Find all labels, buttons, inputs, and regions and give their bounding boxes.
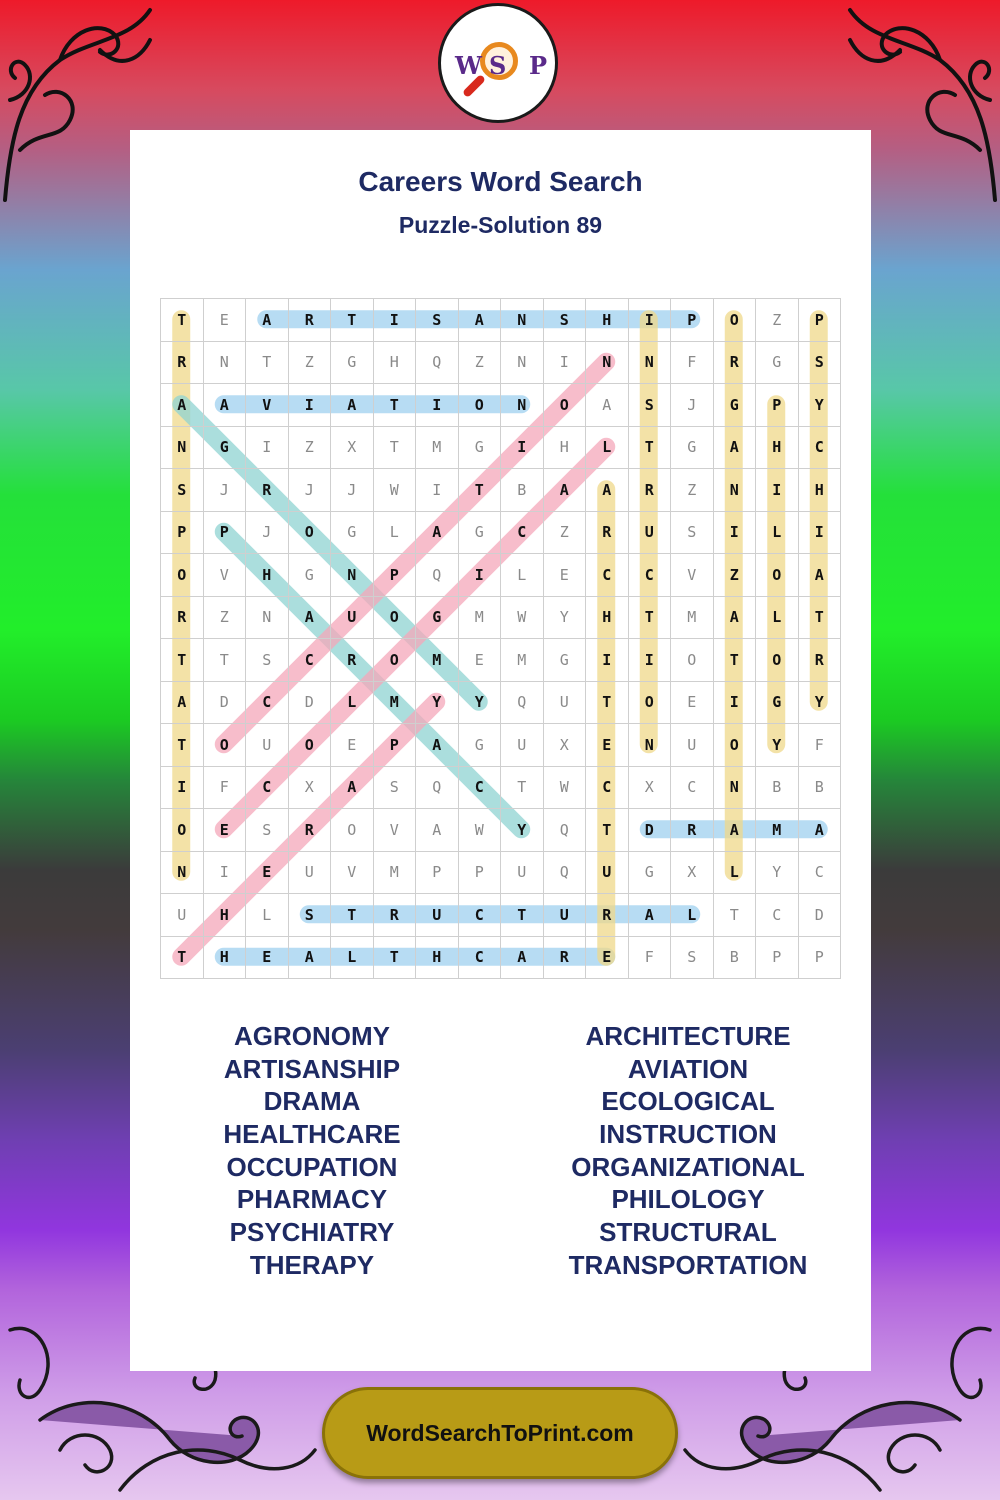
grid-cell: A: [714, 597, 757, 640]
grid-cell: W: [459, 809, 502, 852]
grid-cell: C: [586, 554, 629, 597]
grid-cell: N: [629, 724, 672, 767]
grid-cell: N: [501, 384, 544, 427]
grid-cell: Z: [459, 342, 502, 385]
grid-cell: J: [331, 469, 374, 512]
word-list-item: ARCHITECTURE: [585, 1021, 791, 1051]
grid-cell: O: [374, 597, 417, 640]
grid-cell: R: [374, 894, 417, 937]
grid-cell: O: [756, 554, 799, 597]
grid-cell: V: [374, 809, 417, 852]
grid-cell: G: [204, 427, 247, 470]
grid-cell: J: [671, 384, 714, 427]
grid-cell: R: [161, 597, 204, 640]
grid-cell: R: [799, 639, 842, 682]
grid-cell: A: [544, 469, 587, 512]
grid-cell: L: [246, 894, 289, 937]
grid-cell: S: [629, 384, 672, 427]
grid-cell: S: [799, 342, 842, 385]
grid-cell: R: [629, 469, 672, 512]
grid-cell: E: [671, 682, 714, 725]
grid-cell: T: [246, 342, 289, 385]
grid-cell: I: [629, 639, 672, 682]
grid-cell: H: [799, 469, 842, 512]
grid-cell: X: [331, 427, 374, 470]
grid-cell: O: [204, 724, 247, 767]
grid-cell: F: [204, 767, 247, 810]
grid-cell: G: [459, 427, 502, 470]
grid-cell: A: [289, 597, 332, 640]
grid-cell: R: [586, 512, 629, 555]
grid-cell: C: [799, 427, 842, 470]
grid-cell: A: [331, 767, 374, 810]
grid-cell: I: [629, 299, 672, 342]
grid-cell: E: [204, 809, 247, 852]
grid-cell: A: [586, 384, 629, 427]
word-list-item: PSYCHIATRY: [229, 1217, 395, 1248]
grid-cell: P: [799, 937, 842, 980]
grid-cell: U: [161, 894, 204, 937]
grid-cell: A: [714, 809, 757, 852]
grid-cell: A: [501, 937, 544, 980]
grid-cell: N: [331, 554, 374, 597]
word-list-item: ECOLOGICAL: [601, 1086, 775, 1117]
grid-cell: R: [714, 342, 757, 385]
grid-cell: P: [161, 512, 204, 555]
grid-cell: B: [714, 937, 757, 980]
grid-cell: A: [331, 384, 374, 427]
grid-cell: M: [459, 597, 502, 640]
grid-cell: N: [714, 469, 757, 512]
grid-cell: U: [501, 724, 544, 767]
grid-cell: R: [161, 342, 204, 385]
word-list-item: AGRONOMY: [234, 1021, 390, 1051]
grid-cell: P: [459, 852, 502, 895]
grid-cell: D: [204, 682, 247, 725]
grid-cell: Y: [501, 809, 544, 852]
grid-cell: N: [714, 767, 757, 810]
grid-cell: W: [374, 469, 417, 512]
grid-cell: S: [246, 809, 289, 852]
grid-cell: M: [416, 639, 459, 682]
grid-cell: I: [374, 299, 417, 342]
grid-cell: T: [161, 299, 204, 342]
grid-cell: O: [756, 639, 799, 682]
grid-cell: V: [331, 852, 374, 895]
grid-cell: Y: [756, 852, 799, 895]
grid-cell: I: [714, 682, 757, 725]
grid-cell: Y: [416, 682, 459, 725]
grid-cell: A: [714, 427, 757, 470]
word-search-grid: [160, 298, 841, 979]
grid-cell: E: [246, 937, 289, 980]
grid-cell: T: [501, 894, 544, 937]
grid-cell: Y: [799, 682, 842, 725]
grid-cell: Y: [756, 724, 799, 767]
grid-cell: U: [331, 597, 374, 640]
grid-cell: C: [799, 852, 842, 895]
grid-cell: H: [586, 597, 629, 640]
grid-cell: I: [204, 852, 247, 895]
grid-cell: P: [756, 937, 799, 980]
grid-cell: I: [161, 767, 204, 810]
grid-cell: J: [204, 469, 247, 512]
grid-cell: W: [501, 597, 544, 640]
grid-cell: Z: [714, 554, 757, 597]
word-list-item: THERAPY: [249, 1249, 375, 1280]
grid-cell: U: [586, 852, 629, 895]
grid-cell: G: [756, 342, 799, 385]
grid-cell: G: [289, 554, 332, 597]
grid-cell: O: [714, 299, 757, 342]
grid-cell: D: [799, 894, 842, 937]
grid-cell: T: [459, 469, 502, 512]
grid-cell: A: [289, 937, 332, 980]
word-list-item: TRANSPORTATION: [568, 1249, 808, 1280]
word-list-item: PHILOLOGY: [611, 1184, 765, 1215]
grid-cell: Z: [289, 342, 332, 385]
grid-cell: I: [416, 469, 459, 512]
grid-cell: R: [586, 894, 629, 937]
grid-cell: A: [416, 724, 459, 767]
grid-cell: Q: [416, 767, 459, 810]
grid-cell: G: [416, 597, 459, 640]
grid-cell: C: [459, 767, 502, 810]
grid-cell: T: [374, 427, 417, 470]
grid-cell: R: [289, 809, 332, 852]
grid-cell: G: [714, 384, 757, 427]
grid-cell: O: [459, 384, 502, 427]
logo-letter-p: P: [529, 51, 548, 80]
grid-cell: B: [501, 469, 544, 512]
grid-cell: I: [544, 342, 587, 385]
grid-cell: I: [246, 427, 289, 470]
grid-cell: T: [331, 894, 374, 937]
grid-cell: R: [289, 299, 332, 342]
grid-cell: A: [416, 809, 459, 852]
grid-cell: X: [629, 767, 672, 810]
word-list-right: [538, 1020, 838, 1282]
grid-cell: C: [671, 767, 714, 810]
grid-cell: G: [756, 682, 799, 725]
grid-cell: B: [756, 767, 799, 810]
grid-cell: O: [289, 724, 332, 767]
grid-cell: E: [586, 937, 629, 980]
grid-cell: B: [799, 767, 842, 810]
website-link-button[interactable]: WordSearchToPrint.com: [322, 1387, 678, 1479]
grid-cell: D: [289, 682, 332, 725]
grid-cell: T: [714, 639, 757, 682]
grid-cell: M: [374, 852, 417, 895]
grid-cell: S: [416, 299, 459, 342]
grid-cell: U: [671, 724, 714, 767]
grid-cell: U: [629, 512, 672, 555]
grid-cell: A: [161, 384, 204, 427]
grid-cell: Z: [289, 427, 332, 470]
grid-cell: P: [799, 299, 842, 342]
grid-cell: I: [714, 512, 757, 555]
grid-cell: A: [799, 554, 842, 597]
grid-cell: M: [501, 639, 544, 682]
grid-cell: S: [671, 937, 714, 980]
grid-cell: A: [459, 299, 502, 342]
page-subtitle: Puzzle-Solution 89: [398, 212, 603, 238]
grid-cell: G: [629, 852, 672, 895]
grid-cell: I: [289, 384, 332, 427]
grid-cell: T: [501, 767, 544, 810]
word-list-item: HEALTHCARE: [223, 1119, 401, 1150]
grid-cell: N: [246, 597, 289, 640]
grid-cell: T: [204, 639, 247, 682]
grid-cell: G: [331, 342, 374, 385]
page-title: Careers Word Search: [358, 166, 643, 197]
grid-cell: I: [459, 554, 502, 597]
grid-cell: R: [331, 639, 374, 682]
grid-cell: T: [586, 809, 629, 852]
grid-cell: U: [501, 852, 544, 895]
grid-cell: T: [629, 427, 672, 470]
grid-cell: I: [799, 512, 842, 555]
grid-cell: R: [246, 469, 289, 512]
grid-cell: A: [246, 299, 289, 342]
grid-cell: G: [459, 512, 502, 555]
grid-cell: E: [459, 639, 502, 682]
grid-cell: G: [331, 512, 374, 555]
grid-cell: F: [799, 724, 842, 767]
grid-cell: T: [714, 894, 757, 937]
grid-cell: U: [416, 894, 459, 937]
grid-cell: Y: [459, 682, 502, 725]
grid-cell: T: [161, 639, 204, 682]
grid-cell: G: [671, 427, 714, 470]
grid-cell: F: [671, 342, 714, 385]
grid-cell: U: [544, 682, 587, 725]
word-list-item: AVIATION: [627, 1053, 749, 1084]
logo-letter-s: S: [489, 51, 507, 80]
grid-cell: P: [374, 554, 417, 597]
grid-cell: N: [501, 342, 544, 385]
grid-cell: C: [756, 894, 799, 937]
grid-cell: V: [246, 384, 289, 427]
grid-cell: C: [459, 894, 502, 937]
grid-cell: O: [714, 724, 757, 767]
grid-cell: Q: [416, 342, 459, 385]
grid-cell: E: [586, 724, 629, 767]
grid-cell: T: [799, 597, 842, 640]
grid-cell: Q: [416, 554, 459, 597]
grid-cell: E: [331, 724, 374, 767]
grid-cell: L: [374, 512, 417, 555]
grid-cell: P: [671, 299, 714, 342]
grid-cell: Y: [799, 384, 842, 427]
grid-cell: D: [629, 809, 672, 852]
grid-cell: X: [289, 767, 332, 810]
grid-cell: H: [416, 937, 459, 980]
grid-cell: W: [544, 767, 587, 810]
grid-cell: M: [756, 809, 799, 852]
grid-cell: X: [671, 852, 714, 895]
grid-cell: C: [629, 554, 672, 597]
grid-cell: O: [374, 639, 417, 682]
grid-cell: V: [204, 554, 247, 597]
grid-cell: P: [416, 852, 459, 895]
word-list-item: STRUCTURAL: [599, 1217, 777, 1248]
grid-cell: U: [246, 724, 289, 767]
grid-cell: P: [204, 512, 247, 555]
grid-cell: H: [204, 937, 247, 980]
grid-cell: C: [246, 767, 289, 810]
grid-cell: O: [629, 682, 672, 725]
grid-cell: N: [204, 342, 247, 385]
word-list-item: PHARMACY: [236, 1184, 388, 1215]
grid-cell: I: [416, 384, 459, 427]
grid-cell: O: [161, 809, 204, 852]
grid-cell: H: [374, 342, 417, 385]
grid-cell: H: [204, 894, 247, 937]
grid-cell: G: [544, 639, 587, 682]
grid-cell: R: [544, 937, 587, 980]
grid-cell: F: [629, 937, 672, 980]
grid-cell: H: [756, 427, 799, 470]
grid-cell: N: [161, 427, 204, 470]
grid-cell: N: [629, 342, 672, 385]
grid-cell: J: [289, 469, 332, 512]
grid-cell: O: [289, 512, 332, 555]
grid-cell: L: [714, 852, 757, 895]
grid-cell: T: [629, 597, 672, 640]
grid-cell: A: [161, 682, 204, 725]
grid-cell: T: [331, 299, 374, 342]
grid-cell: O: [544, 384, 587, 427]
word-list-item: OCCUPATION: [226, 1151, 398, 1182]
word-list-item: ORGANIZATIONAL: [571, 1151, 805, 1182]
grid-cell: T: [161, 724, 204, 767]
grid-cell: C: [586, 767, 629, 810]
grid-cell: I: [756, 469, 799, 512]
grid-cell: T: [374, 937, 417, 980]
grid-cell: C: [246, 682, 289, 725]
grid-cell: N: [161, 852, 204, 895]
grid-cell: C: [289, 639, 332, 682]
grid-cell: A: [416, 512, 459, 555]
grid-cell: L: [501, 554, 544, 597]
grid-cell: Q: [544, 809, 587, 852]
grid-cell: Y: [544, 597, 587, 640]
grid-cell: O: [331, 809, 374, 852]
grid-cell: I: [586, 639, 629, 682]
wsp-logo: [438, 3, 558, 123]
grid-cell: A: [204, 384, 247, 427]
grid-cell: P: [374, 724, 417, 767]
grid-cell: I: [501, 427, 544, 470]
grid-cell: T: [161, 937, 204, 980]
grid-cell: O: [161, 554, 204, 597]
grid-cell: L: [331, 937, 374, 980]
grid-cell: Q: [544, 852, 587, 895]
word-list-item: INSTRUCTION: [599, 1119, 777, 1150]
grid-cell: Z: [671, 469, 714, 512]
grid-cell: S: [544, 299, 587, 342]
grid-cell: S: [246, 639, 289, 682]
word-list-item: ARTISANSHIP: [223, 1053, 401, 1084]
grid-cell: G: [459, 724, 502, 767]
grid-cell: H: [586, 299, 629, 342]
grid-cell: M: [671, 597, 714, 640]
grid-cell: U: [289, 852, 332, 895]
grid-cell: H: [544, 427, 587, 470]
grid-cell: N: [501, 299, 544, 342]
grid-cell: A: [799, 809, 842, 852]
grid-cell: V: [671, 554, 714, 597]
grid-cell: A: [586, 469, 629, 512]
grid-cell: P: [756, 384, 799, 427]
grid-cell: T: [374, 384, 417, 427]
grid-cell: L: [756, 597, 799, 640]
grid-cell: O: [671, 639, 714, 682]
letter-grid: [160, 298, 841, 979]
grid-cell: J: [246, 512, 289, 555]
grid-cell: R: [671, 809, 714, 852]
grid-cell: S: [671, 512, 714, 555]
grid-cell: Z: [756, 299, 799, 342]
grid-cell: C: [459, 937, 502, 980]
grid-cell: U: [544, 894, 587, 937]
grid-cell: Z: [544, 512, 587, 555]
grid-cell: L: [671, 894, 714, 937]
grid-cell: N: [586, 342, 629, 385]
grid-cell: Z: [204, 597, 247, 640]
grid-cell: E: [204, 299, 247, 342]
grid-cell: L: [586, 427, 629, 470]
grid-cell: E: [246, 852, 289, 895]
word-list-item: DRAMA: [263, 1086, 361, 1117]
grid-cell: M: [374, 682, 417, 725]
grid-cell: S: [289, 894, 332, 937]
grid-cell: Q: [501, 682, 544, 725]
logo-letter-w: W: [455, 51, 482, 80]
grid-cell: S: [374, 767, 417, 810]
word-list-left: [162, 1020, 462, 1282]
grid-cell: X: [544, 724, 587, 767]
grid-cell: M: [416, 427, 459, 470]
grid-cell: S: [161, 469, 204, 512]
grid-cell: E: [544, 554, 587, 597]
grid-cell: L: [331, 682, 374, 725]
grid-cell: A: [629, 894, 672, 937]
grid-cell: C: [501, 512, 544, 555]
grid-cell: H: [246, 554, 289, 597]
grid-cell: T: [586, 682, 629, 725]
grid-cell: L: [756, 512, 799, 555]
